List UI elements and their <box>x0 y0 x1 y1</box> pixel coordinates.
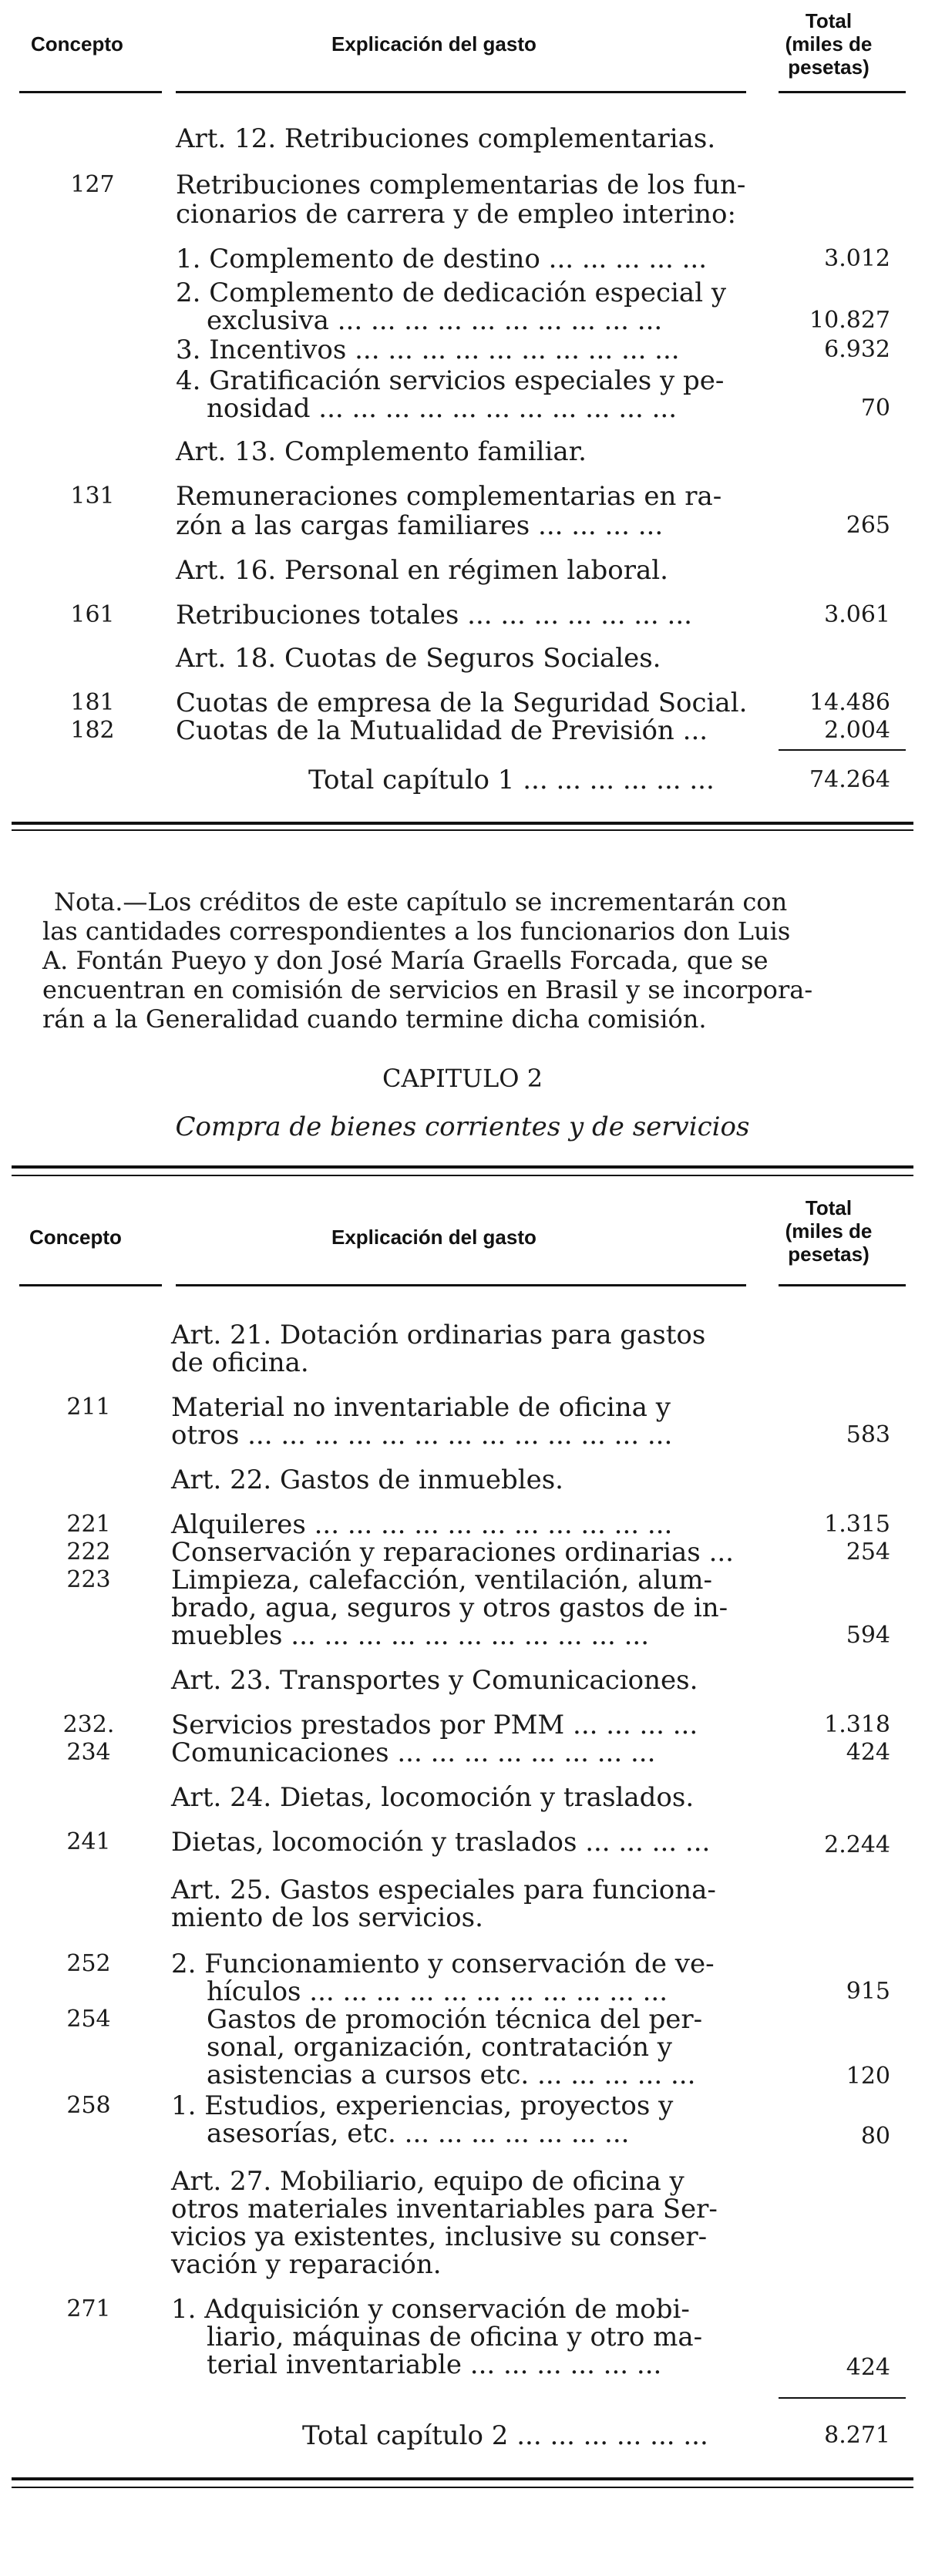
col-header-concepto: Concepto <box>31 32 123 55</box>
art23-heading: Art. 23. Transportes y Comunicaciones. <box>171 1665 698 1696</box>
art27-line2: otros materiales inventariables para Ser- <box>171 2194 718 2225</box>
col-header-total-2-l3: pesetas) <box>788 1243 870 1266</box>
c254-line1: Gastos de promoción técnica del per- <box>207 2004 703 2035</box>
col-header-total-2 <box>759 1196 898 1266</box>
art27-line4: vación y reparación. <box>171 2249 442 2280</box>
item2-value: 10.827 <box>809 307 890 334</box>
art25-line2: miento de los servicios. <box>171 1902 483 1933</box>
art24-heading: Art. 24. Dietas, locomoción y traslados. <box>171 1782 695 1813</box>
header-underline-explicacion <box>176 91 746 93</box>
col-header-explicacion: Explicación del gasto <box>331 32 536 55</box>
code-271: 271 <box>66 2295 111 2322</box>
c254-line2: sonal, organización, contratación y <box>207 2032 673 2063</box>
c223-line2: brado, agua, seguros y otros gastos de in- <box>171 1592 728 1623</box>
c211-line1: Material no inventariable de oficina y <box>171 1392 671 1423</box>
table1-bottom-rule-a <box>12 822 913 825</box>
code-221: 221 <box>66 1511 111 1538</box>
code-241: 241 <box>66 1828 111 1855</box>
c258-line1: 1. Estudios, experiencias, proyectos y <box>171 2090 674 2121</box>
table2-bottom-rule-b <box>12 2487 913 2488</box>
c211-value: 583 <box>846 1421 890 1448</box>
c127-line1: Retribuciones complementarias de los fun- <box>176 170 746 200</box>
item2-line2: exclusiva ... ... ... ... ... ... ... ... ... ... <box>207 305 663 336</box>
art21-line2: de oficina. <box>171 1347 309 1378</box>
c223-line1: Limpieza, calefacción, ventilación, alum- <box>171 1565 712 1596</box>
art27-line3: vicios ya existentes, inclusive su conser- <box>171 2221 708 2252</box>
item3-incentivos: 3. Incentivos ... ... ... ... ... ... ... ... ... ... <box>176 335 680 365</box>
item1-destino: 1. Complemento de destino ... ... ... ... ... <box>176 244 708 274</box>
table1-bottom-rule-b <box>12 829 913 831</box>
item4-line1: 4. Gratificación servicios especiales y pe- <box>176 365 725 396</box>
header2-underline-explicacion <box>176 1284 746 1286</box>
c252-line1: 2. Funcionamiento y conservación de ve- <box>171 1949 715 1979</box>
art16-heading: Art. 16. Personal en régimen laboral. <box>176 555 668 586</box>
code-222: 222 <box>66 1539 111 1565</box>
code-254: 254 <box>66 2006 111 2033</box>
total-cap1-label: Total capítulo 1 ... ... ... ... ... ... <box>308 765 715 795</box>
c221-line1: Alquileres ... ... ... ... ... ... ... ... ... ... ... <box>171 1509 673 1540</box>
c232-line1: Servicios prestados por PMM ... ... ... ... <box>171 1710 698 1740</box>
c258-line2: asesorías, etc. ... ... ... ... ... ... ... <box>207 2118 630 2149</box>
c254-line3: asistencias a cursos etc. ... ... ... ... ... <box>207 2060 696 2090</box>
item1-value: 3.012 <box>824 245 890 272</box>
art13-heading: Art. 13. Complemento familiar. <box>176 436 587 467</box>
total-cap1-value: 74.264 <box>809 766 890 793</box>
nota-line2: las cantidades correspondientes a los funcionarios don Luis <box>42 916 791 946</box>
c271-line3: terial inventariable ... ... ... ... ... ... <box>207 2349 662 2380</box>
col-header-total-2-l1: Total <box>805 1196 853 1219</box>
c258-value: 80 <box>860 2123 890 2150</box>
capitulo-2-title: CAPITULO 2 <box>382 1064 543 1093</box>
item4-line2: nosidad ... ... ... ... ... ... ... ... ... ... ... <box>207 393 678 424</box>
code-211: 211 <box>66 1394 111 1421</box>
art18-heading: Art. 18. Cuotas de Seguros Sociales. <box>176 643 661 674</box>
c222-line1: Conservación y reparaciones ordinarias ... <box>171 1537 734 1568</box>
table2-top-rule-b <box>12 1175 913 1176</box>
nota-line3: A. Fontán Pueyo y don José María Graells Forcada, que se <box>42 946 769 975</box>
capitulo-2-subtitle: Compra de bienes corrientes y de servicios <box>175 1111 750 1142</box>
header-underline-total <box>779 91 906 93</box>
col-header-total-l3: pesetas) <box>788 55 870 79</box>
code-232: 232. <box>62 1711 115 1738</box>
item2-line1: 2. Complemento de dedicación especial y <box>176 277 727 308</box>
header2-underline-total <box>779 1284 906 1286</box>
nota-line5: rán a la Generalidad cuando termine dicha comisión. <box>42 1004 707 1034</box>
code-182: 182 <box>70 717 115 744</box>
c161-line1: Retribuciones totales ... ... ... ... ... ... ... <box>176 600 692 631</box>
code-131: 131 <box>70 483 115 509</box>
col-header-explicacion-2: Explicación del gasto <box>331 1226 536 1249</box>
c131-value: 265 <box>846 512 890 539</box>
c161-value: 3.061 <box>824 601 890 628</box>
item3-value: 6.932 <box>824 336 890 363</box>
c252-value: 915 <box>846 1978 890 2005</box>
c252-line2: hículos ... ... ... ... ... ... ... ... ... ... ... <box>207 1976 668 2007</box>
c181-value: 14.486 <box>809 689 890 716</box>
art25-line1: Art. 25. Gastos especiales para funciona- <box>171 1875 716 1905</box>
c221-value: 1.315 <box>824 1511 890 1538</box>
nota-line1: Nota.—Los créditos de este capítulo se incrementarán con <box>54 887 788 916</box>
c234-line1: Comunicaciones ... ... ... ... ... ... ... ... <box>171 1737 656 1768</box>
art21-line1: Art. 21. Dotación ordinarias para gastos <box>171 1320 706 1350</box>
code-181: 181 <box>70 689 115 716</box>
subtotal-rule-2 <box>779 2397 906 2399</box>
art22-heading: Art. 22. Gastos de inmuebles. <box>171 1465 563 1495</box>
c223-line3: muebles ... ... ... ... ... ... ... ... ... ... ... <box>171 1620 650 1651</box>
c241-value: 2.244 <box>824 1831 890 1858</box>
c234-value: 424 <box>846 1739 890 1766</box>
art27-line1: Art. 27. Mobiliario, equipo de oficina y <box>171 2166 684 2197</box>
col-header-concepto-2: Concepto <box>29 1226 122 1249</box>
code-127: 127 <box>70 171 115 198</box>
nota-line4: encuentran en comisión de servicios en Brasil y se incorpora- <box>42 975 813 1004</box>
c232-value: 1.318 <box>824 1711 890 1738</box>
c271-line1: 1. Adquisición y conservación de mobi- <box>171 2294 690 2325</box>
code-223: 223 <box>66 1566 111 1593</box>
header2-underline-concepto <box>19 1284 162 1286</box>
c241-line1: Dietas, locomoción y traslados ... ... ... ... <box>171 1827 711 1858</box>
item4-value: 70 <box>860 395 890 422</box>
col-header-total-l2: (miles de <box>785 32 873 55</box>
c271-value: 424 <box>846 2354 890 2381</box>
c211-line2: otros ... ... ... ... ... ... ... ... ... ... ... ... ... <box>171 1420 673 1451</box>
table2-top-rule-a <box>12 1165 913 1169</box>
c182-line1: Cuotas de la Mutualidad de Previsión ... <box>176 715 708 746</box>
art12-heading: Art. 12. Retribuciones complementarias. <box>176 123 716 154</box>
code-258: 258 <box>66 2092 111 2119</box>
c222-value: 254 <box>846 1539 890 1565</box>
code-234: 234 <box>66 1739 111 1766</box>
code-252: 252 <box>66 1950 111 1977</box>
c127-line2: cionarios de carrera y de empleo interino: <box>176 199 736 230</box>
table2-bottom-rule-a <box>12 2477 913 2480</box>
c271-line2: liario, máquinas de oficina y otro ma- <box>207 2322 703 2352</box>
c131-line2: zón a las cargas familiares ... ... ... ... <box>176 510 664 541</box>
total-cap2-value: 8.271 <box>824 2422 890 2449</box>
total-cap2-label: Total capítulo 2 ... ... ... ... ... ... <box>302 2420 708 2451</box>
c131-line1: Remuneraciones complementarias en ra- <box>176 481 722 512</box>
col-header-total-2-l2: (miles de <box>785 1219 873 1243</box>
subtotal-rule-1 <box>779 749 906 751</box>
col-header-total-l1: Total <box>805 9 853 32</box>
c254-value: 120 <box>846 2063 890 2090</box>
c182-value: 2.004 <box>824 717 890 744</box>
col-header-total <box>759 9 898 79</box>
c223-value: 594 <box>846 1622 890 1649</box>
c181-line1: Cuotas de empresa de la Seguridad Social. <box>176 688 748 718</box>
code-161: 161 <box>70 601 115 628</box>
header-underline-concepto <box>19 91 162 93</box>
